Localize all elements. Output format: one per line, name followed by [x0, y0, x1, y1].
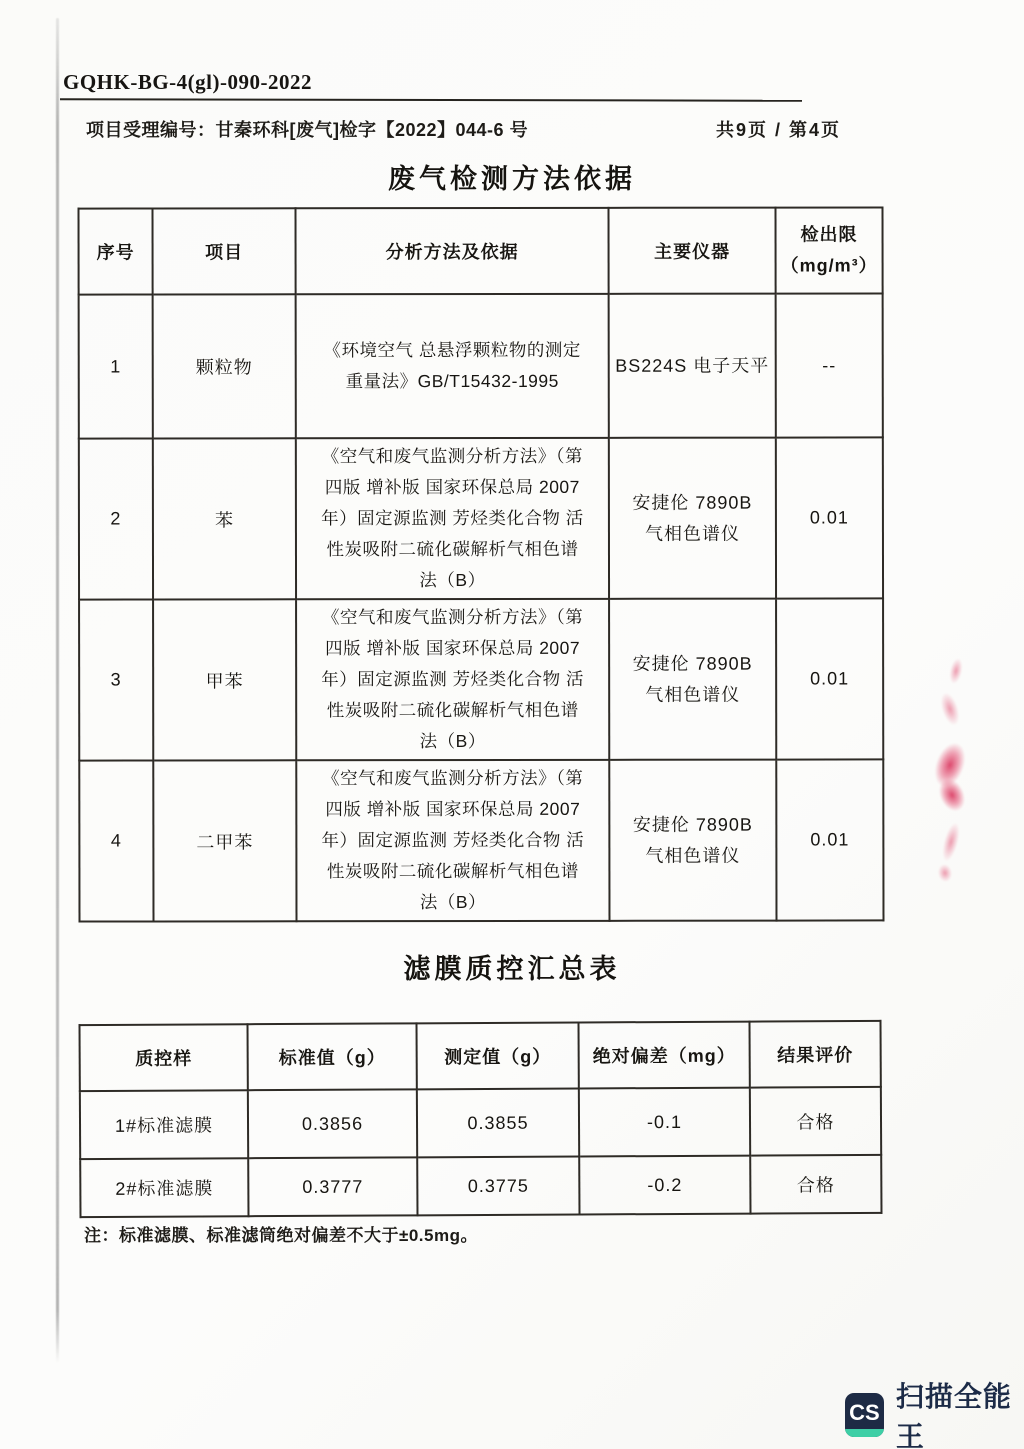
cell-limit: 0.01 — [776, 437, 883, 598]
cell-item: 苯 — [153, 438, 296, 599]
table-row — [79, 293, 883, 438]
col-header-result: 结果评价 — [749, 1021, 880, 1088]
table-row — [79, 759, 883, 921]
method-table — [78, 206, 885, 922]
cell-standard: 0.3856 — [248, 1089, 417, 1158]
cell-result: 合格 — [750, 1155, 881, 1214]
table-row — [79, 437, 883, 599]
cell-instrument: 安捷伦 7890B 气相色谱仪 — [609, 438, 776, 599]
acceptance-number: 项目受理编号：甘秦环科[废气]检字【2022】044-6 号 — [86, 120, 529, 140]
cell-result: 合格 — [750, 1087, 881, 1156]
table-row — [79, 598, 883, 760]
cell-measured: 0.3775 — [417, 1156, 579, 1215]
method-table-header-row — [79, 207, 883, 294]
document-code: GQHK-BG-4(gl)-090-2022 — [63, 70, 312, 94]
red-ink-marks — [930, 650, 990, 890]
col-header-sample: 质控样 — [80, 1024, 248, 1091]
col-header-item: 项目 — [153, 208, 296, 294]
cell-deviation: -0.1 — [579, 1088, 750, 1157]
camscanner-watermark — [845, 1381, 1024, 1449]
cell-item: 二甲苯 — [153, 760, 296, 921]
cell-method: 《空气和废气监测分析方法》（第 四版 增补版 国家环保总局 2007 年）固定源监测 芳烃类化合物 活 性炭吸附二硫化碳解析气相色谱 法（B） — [296, 438, 609, 599]
cell-sample: 2#标准滤膜 — [80, 1158, 248, 1217]
cell-limit: 0.01 — [776, 598, 883, 759]
page-indicator: 共9页 / 第4页 — [716, 120, 842, 140]
qc-note: 注：标准滤膜、标准滤筒绝对偏差不大于±0.5mg。 — [84, 1226, 478, 1245]
col-header-instrument: 主要仪器 — [609, 208, 776, 294]
cell-method: 《环境空气 总悬浮颗粒物的测定 重量法》GB/T15432-1995 — [296, 294, 609, 438]
qc-table-header-row — [80, 1021, 881, 1091]
col-header-no: 序号 — [79, 208, 153, 294]
cell-standard: 0.3777 — [248, 1157, 417, 1216]
camscanner-logo-icon — [845, 1393, 884, 1437]
cell-sample: 1#标准滤膜 — [80, 1090, 248, 1159]
cell-no: 1 — [79, 294, 153, 438]
cell-limit: -- — [776, 293, 883, 437]
cell-method: 《空气和废气监测分析方法》（第 四版 增补版 国家环保总局 2007 年）固定源监测 芳烃类化合物 活 性炭吸附二硫化碳解析气相色谱 法（B） — [296, 760, 609, 921]
cell-measured: 0.3855 — [417, 1088, 579, 1157]
cell-item: 颗粒物 — [153, 294, 296, 438]
col-header-limit: 检出限 （mg/m³） — [776, 207, 883, 293]
cell-no: 3 — [79, 599, 153, 760]
col-header-measured: 测定值（g） — [416, 1022, 578, 1089]
table-row — [80, 1087, 881, 1159]
logo-teal-strip — [845, 1429, 884, 1437]
col-header-standard: 标准值（g） — [248, 1023, 417, 1090]
cell-instrument: 安捷伦 7890B 气相色谱仪 — [609, 760, 776, 921]
cell-instrument: 安捷伦 7890B 气相色谱仪 — [609, 599, 776, 760]
cell-deviation: -0.2 — [579, 1156, 750, 1215]
scan-edge-shadow — [56, 18, 59, 1363]
header-rule — [60, 98, 802, 102]
qc-table-title: 滤膜质控汇总表 — [403, 954, 621, 984]
qc-table — [78, 1020, 882, 1218]
cell-no: 4 — [79, 760, 153, 921]
cell-limit: 0.01 — [776, 759, 883, 920]
cell-item: 甲苯 — [153, 599, 296, 760]
col-header-method: 分析方法及依据 — [296, 208, 609, 294]
cell-instrument: BS224S 电子天平 — [609, 294, 776, 438]
cs-logo-text: CS — [849, 1400, 880, 1425]
cell-no: 2 — [79, 438, 153, 599]
camscanner-brand-name: 扫描全能王 — [895, 1381, 1012, 1449]
method-table-title: 废气检测方法依据 — [388, 164, 636, 194]
table-row — [80, 1155, 881, 1217]
col-header-deviation: 绝对偏差（mg） — [578, 1022, 749, 1089]
cell-method: 《空气和废气监测分析方法》（第 四版 增补版 国家环保总局 2007 年）固定源监测 芳烃类化合物 活 性炭吸附二硫化碳解析气相色谱 法（B） — [296, 599, 609, 760]
